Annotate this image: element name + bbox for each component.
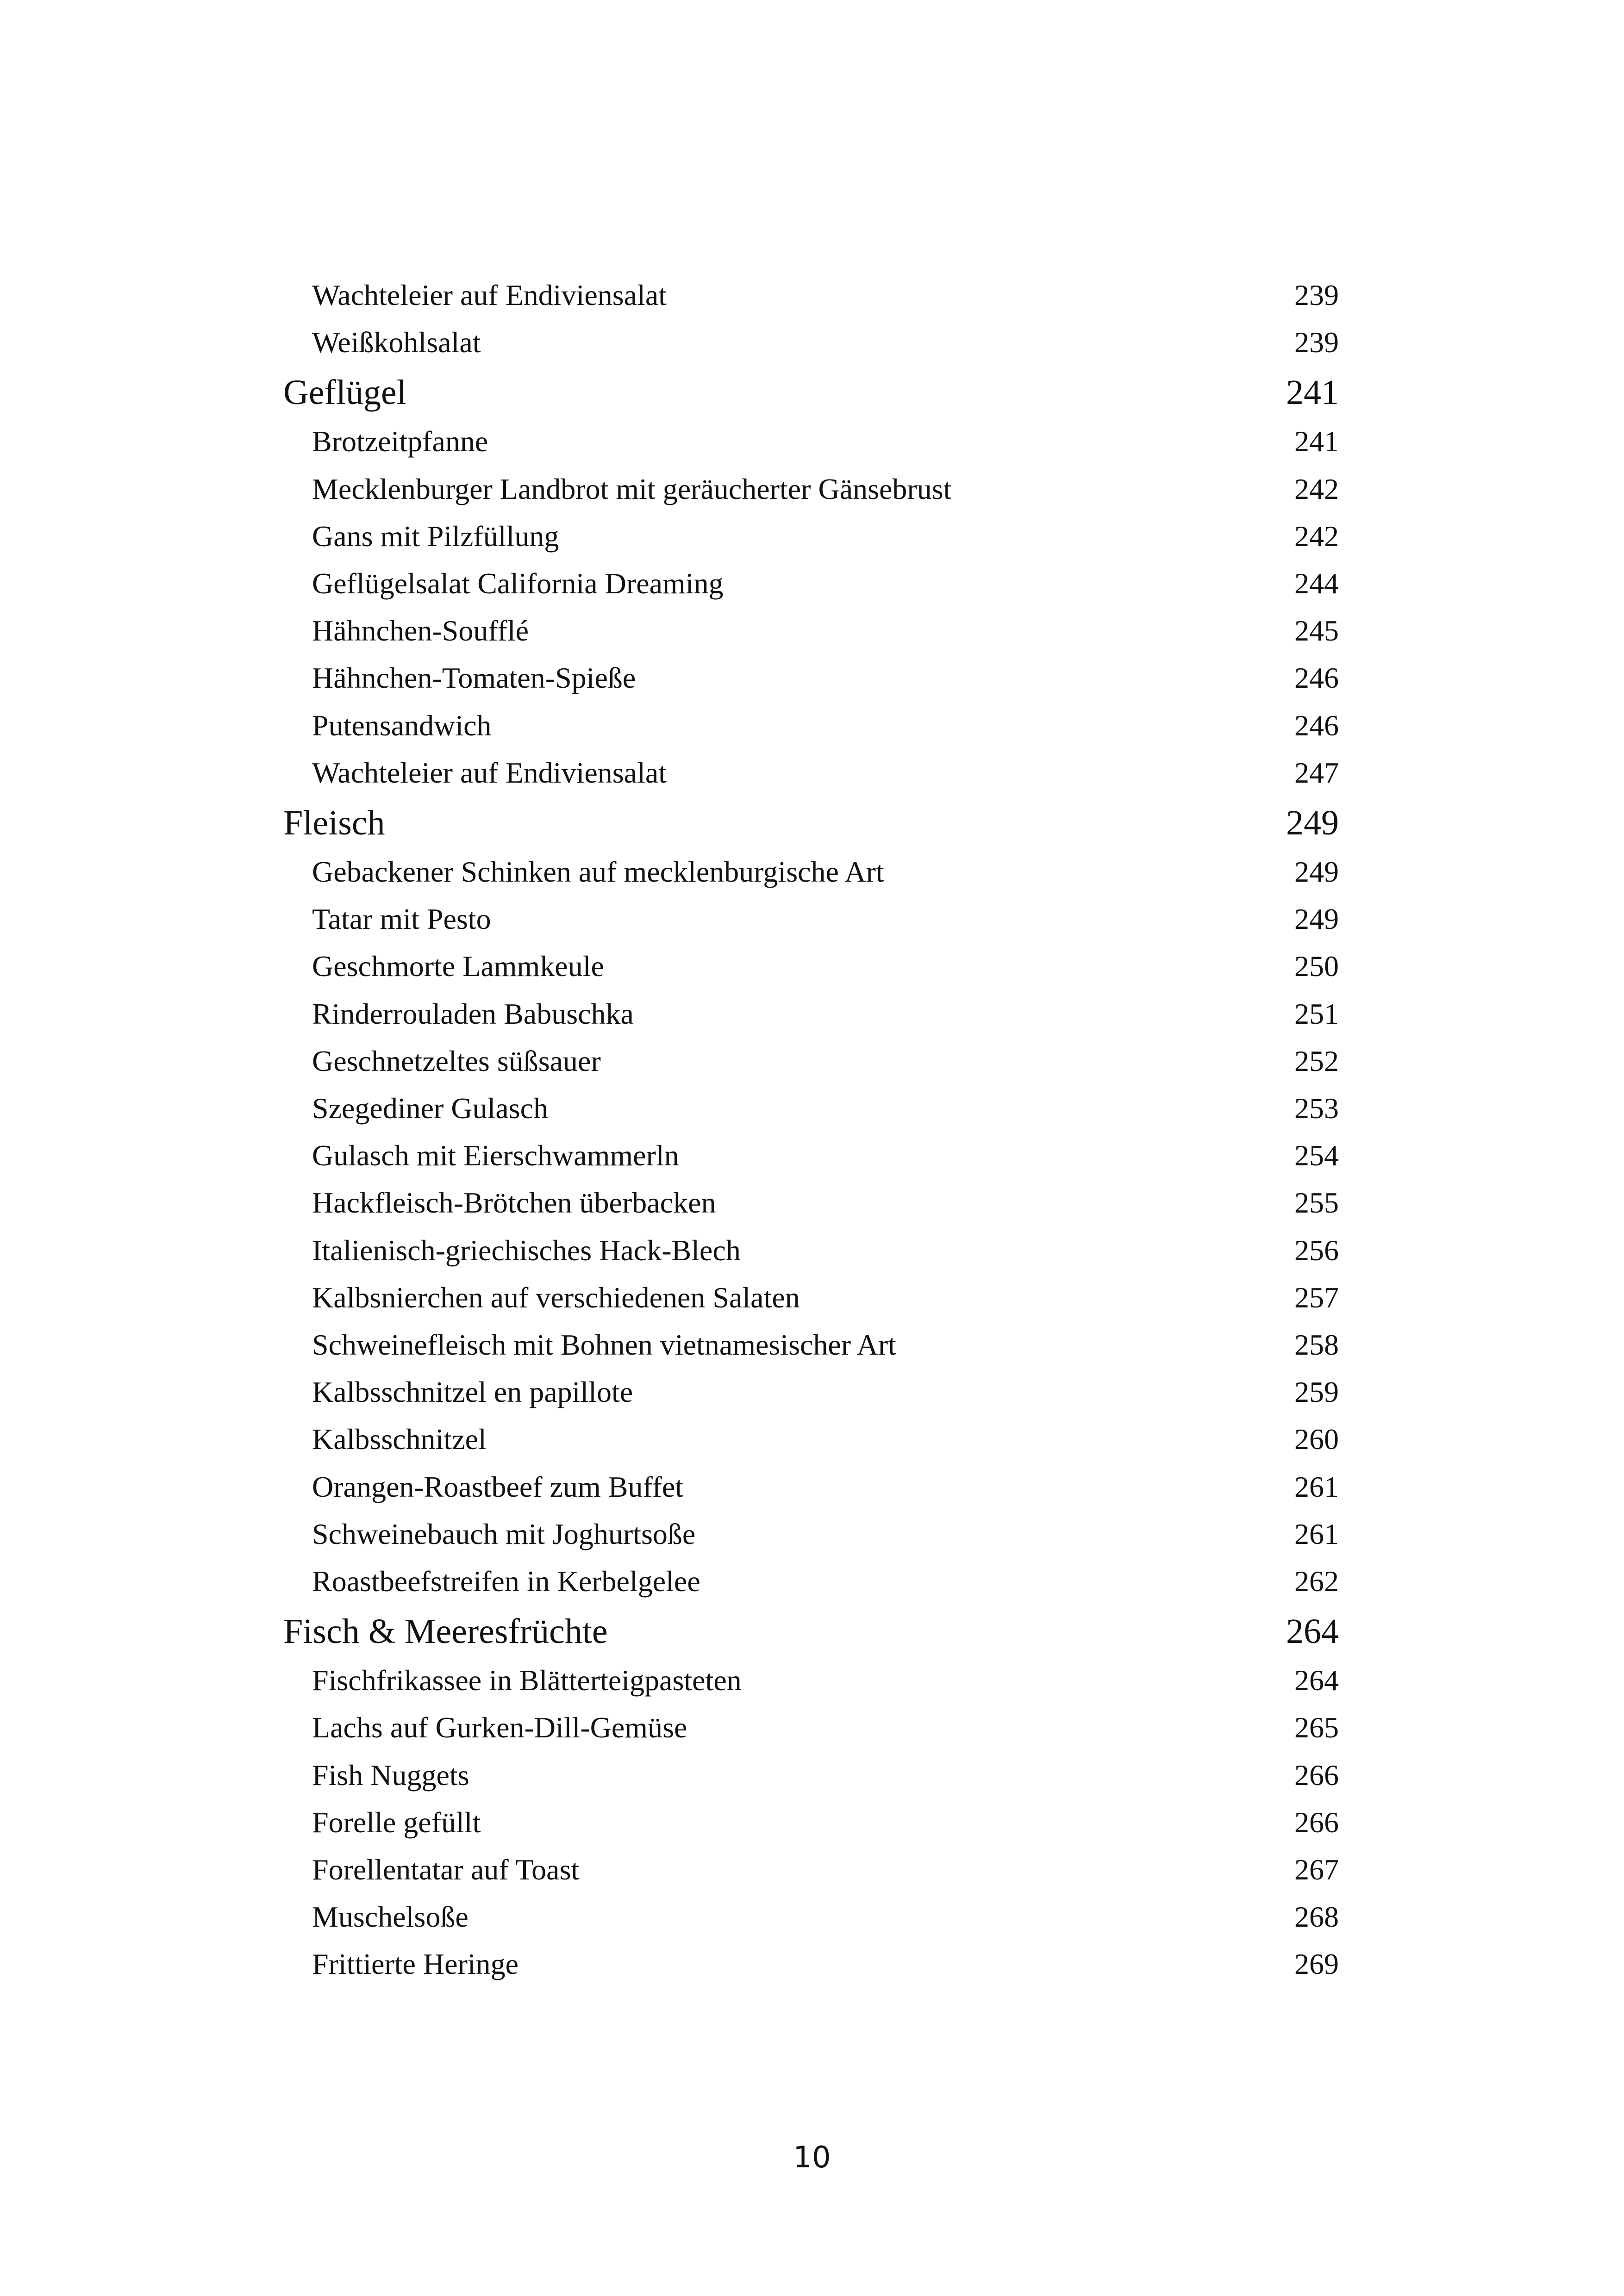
toc-entry bbox=[283, 565, 1339, 602]
toc-entry-title: Gulasch mit Eierschwammerln bbox=[312, 1139, 679, 1172]
toc-entry-title: Szegediner Gulasch bbox=[312, 1092, 549, 1125]
toc-entry bbox=[283, 1851, 1339, 1888]
toc-entry bbox=[283, 853, 1339, 890]
toc-entry-page: 251 bbox=[1294, 997, 1339, 1030]
toc-entry bbox=[283, 1563, 1339, 1600]
toc-entry-title: Fischfrikassee in Blätterteigpasteten bbox=[312, 1664, 742, 1697]
toc-entry-title: Geflügelsalat California Dreaming bbox=[312, 567, 724, 600]
toc-section-page: 249 bbox=[1286, 803, 1339, 842]
toc-entry-page: 260 bbox=[1294, 1423, 1339, 1456]
toc-entry-title: Kalbsschnitzel bbox=[312, 1423, 487, 1456]
toc-entry-page: 258 bbox=[1294, 1328, 1339, 1361]
toc-entry-title: Hähnchen-Tomaten-Spieße bbox=[312, 661, 636, 695]
toc-entry-title: Kalbsschnitzel en papillote bbox=[312, 1375, 633, 1409]
toc-entry-title: Italienisch-griechisches Hack-Blech bbox=[312, 1233, 741, 1267]
toc-entry-title: Tatar mit Pesto bbox=[312, 902, 491, 936]
toc-entry-page: 264 bbox=[1294, 1664, 1339, 1697]
toc-entry bbox=[283, 707, 1339, 744]
toc-entry-title: Muschelsoße bbox=[312, 1900, 468, 1934]
toc-entry-title: Schweinebauch mit Joghurtsoße bbox=[312, 1517, 696, 1550]
toc-entry-page: 241 bbox=[1294, 425, 1339, 458]
toc-section bbox=[283, 1610, 1339, 1653]
toc-entry-title: Hackfleisch-Brötchen überbacken bbox=[312, 1186, 716, 1220]
toc-entry-page: 254 bbox=[1294, 1139, 1339, 1172]
toc-section bbox=[283, 802, 1339, 844]
toc-entry-page: 261 bbox=[1294, 1470, 1339, 1503]
toc-entry-page: 267 bbox=[1294, 1853, 1339, 1886]
toc-entry bbox=[283, 1516, 1339, 1553]
toc-section-title: Fleisch bbox=[283, 803, 385, 842]
toc-entry bbox=[283, 423, 1339, 460]
toc-entry-page: 262 bbox=[1294, 1565, 1339, 1598]
toc-section bbox=[283, 371, 1339, 414]
toc-entry-page: 268 bbox=[1294, 1900, 1339, 1934]
toc-entry bbox=[283, 1804, 1339, 1841]
toc-entry-title: Fish Nuggets bbox=[312, 1758, 469, 1792]
toc-entry-title: Kalbsnierchen auf verschiedenen Salaten bbox=[312, 1281, 800, 1314]
toc-entry bbox=[283, 518, 1339, 555]
toc-entry bbox=[283, 754, 1339, 791]
toc-entry-page: 239 bbox=[1294, 279, 1339, 311]
toc-entry-title: Wachteleier auf Endiviensalat bbox=[312, 279, 667, 311]
toc-entry-page: 246 bbox=[1294, 661, 1339, 695]
toc-entry-title: Mecklenburger Landbrot mit geräucherter Gänsebrust bbox=[312, 472, 952, 505]
toc-entry bbox=[283, 1662, 1339, 1699]
toc-entry-title: Gans mit Pilzfüllung bbox=[312, 519, 559, 553]
toc-entry-page: 261 bbox=[1294, 1517, 1339, 1550]
toc-entry-page: 259 bbox=[1294, 1375, 1339, 1409]
toc-entry-page: 244 bbox=[1294, 567, 1339, 600]
toc-entry-page: 245 bbox=[1294, 614, 1339, 647]
toc-entry bbox=[283, 1090, 1339, 1127]
toc-entry-page: 269 bbox=[1294, 1948, 1339, 1981]
toc-entry-page: 250 bbox=[1294, 950, 1339, 983]
toc-entry-page: 266 bbox=[1294, 1805, 1339, 1839]
toc-section-title: Geflügel bbox=[283, 373, 406, 412]
toc-entry bbox=[283, 948, 1339, 985]
toc-section-page: 264 bbox=[1286, 1612, 1339, 1651]
toc-entry-page: 247 bbox=[1294, 756, 1339, 789]
toc-entry bbox=[283, 1757, 1339, 1794]
toc-entry-title: Gebackener Schinken auf mecklenburgische Art bbox=[312, 855, 884, 888]
toc-section-title: Fisch & Meeresfrüchte bbox=[283, 1612, 608, 1651]
toc-entry-title: Geschnetzeltes süßsauer bbox=[312, 1044, 601, 1077]
toc-entry bbox=[283, 1326, 1339, 1363]
toc-entry-page: 257 bbox=[1294, 1281, 1339, 1314]
toc-entry bbox=[283, 1946, 1339, 1983]
toc-entry bbox=[283, 1184, 1339, 1221]
toc-entry-page: 252 bbox=[1294, 1044, 1339, 1077]
toc-entry bbox=[283, 277, 1339, 314]
toc-entry-page: 255 bbox=[1294, 1186, 1339, 1220]
toc-entry-page: 249 bbox=[1294, 902, 1339, 936]
toc-entry bbox=[283, 1898, 1339, 1935]
toc-entry bbox=[283, 901, 1339, 938]
toc-entry-page: 249 bbox=[1294, 855, 1339, 888]
toc-entry bbox=[283, 324, 1339, 361]
toc-entry-page: 242 bbox=[1294, 472, 1339, 505]
toc-entry bbox=[283, 1279, 1339, 1316]
toc-entry-title: Roastbeefstreifen in Kerbelgelee bbox=[312, 1565, 700, 1598]
toc-entry bbox=[283, 1421, 1339, 1458]
toc-entry bbox=[283, 471, 1339, 508]
toc-entry bbox=[283, 1374, 1339, 1411]
toc-entry-title: Forellentatar auf Toast bbox=[312, 1853, 580, 1886]
toc-entry-title: Hähnchen-Soufflé bbox=[312, 614, 529, 647]
toc-entry-title: Orangen-Roastbeef zum Buffet bbox=[312, 1470, 684, 1503]
toc-entry-title: Brotzeitpfanne bbox=[312, 425, 488, 458]
toc-entry-page: 266 bbox=[1294, 1758, 1339, 1792]
toc-entry-page: 239 bbox=[1294, 326, 1339, 359]
toc-entry-title: Geschmorte Lammkeule bbox=[312, 950, 604, 983]
toc-entry bbox=[283, 1709, 1339, 1746]
toc-entry-title: Weißkohlsalat bbox=[312, 326, 481, 359]
toc-entry-title: Putensandwich bbox=[312, 709, 492, 742]
toc-entry bbox=[283, 1137, 1339, 1174]
toc-entry-title: Frittierte Heringe bbox=[312, 1948, 519, 1981]
toc-entry-page: 256 bbox=[1294, 1233, 1339, 1267]
toc-entry bbox=[283, 612, 1339, 649]
toc-entry bbox=[283, 996, 1339, 1033]
page-number: 10 bbox=[793, 2140, 831, 2175]
toc-entry-page: 253 bbox=[1294, 1092, 1339, 1125]
toc-entry-page: 246 bbox=[1294, 709, 1339, 742]
toc-entry-page: 265 bbox=[1294, 1711, 1339, 1744]
toc-entry bbox=[283, 1468, 1339, 1506]
toc-entry-title: Forelle gefüllt bbox=[312, 1805, 481, 1839]
toc-entry-title: Schweinefleisch mit Bohnen vietnamesischer Art bbox=[312, 1328, 896, 1361]
toc-entry bbox=[283, 1043, 1339, 1080]
toc-entry-title: Rinderrouladen Babuschka bbox=[312, 997, 634, 1030]
toc-entry bbox=[283, 660, 1339, 697]
toc-entry bbox=[283, 1232, 1339, 1269]
toc-entry-page: 242 bbox=[1294, 519, 1339, 553]
toc-section-page: 241 bbox=[1286, 373, 1339, 412]
toc-entry-title: Wachteleier auf Endiviensalat bbox=[312, 756, 667, 789]
toc-entry-title: Lachs auf Gurken-Dill-Gemüse bbox=[312, 1711, 687, 1744]
